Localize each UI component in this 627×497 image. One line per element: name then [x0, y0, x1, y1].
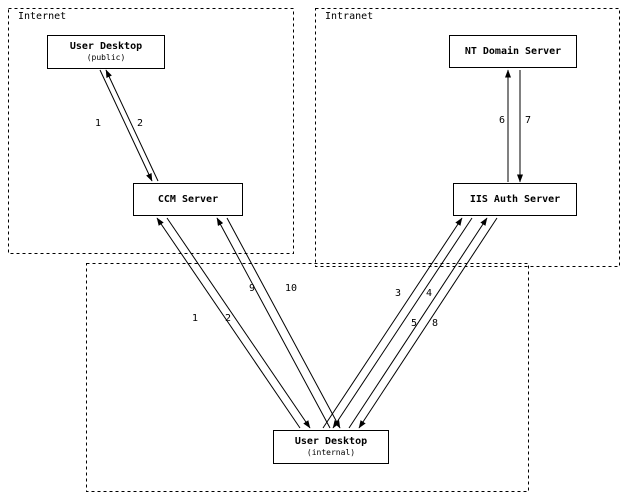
edge-label-2-public: 2	[137, 118, 144, 129]
edge-label-8: 8	[432, 318, 439, 329]
flow-3-internal-desktop-to-iis	[323, 218, 462, 428]
flow-5-internal-desktop-to-iis	[349, 218, 487, 428]
edge-label-1-internal: 1	[192, 313, 199, 324]
edge-label-9: 9	[249, 283, 256, 294]
edge-label-5: 5	[411, 318, 418, 329]
edge-label-2-internal: 2	[225, 313, 232, 324]
edge-label-4: 4	[426, 288, 433, 299]
flow-4-iis-to-internal-desktop	[333, 218, 472, 428]
flow-2-ccm-to-internal-desktop	[167, 218, 310, 428]
edge-label-7: 7	[525, 115, 532, 126]
flow-2-ccm-to-public-desktop	[106, 70, 158, 181]
edge-label-1-public: 1	[95, 118, 102, 129]
flow-9-internal-desktop-to-ccm	[217, 218, 330, 428]
node-user-desktop-internal-subtitle: (internal)	[306, 448, 356, 457]
node-user-desktop-public-title: User Desktop	[69, 41, 143, 52]
flow-10-ccm-to-internal-desktop	[227, 218, 340, 428]
node-nt-domain-server-title: NT Domain Server	[464, 45, 562, 57]
zone-label-intranet: Intranet	[325, 11, 374, 22]
node-iis-auth-server-title: IIS Auth Server	[469, 193, 561, 205]
edge-label-3: 3	[395, 288, 402, 299]
node-ccm-server-title: CCM Server	[157, 193, 219, 205]
node-user-desktop-internal[interactable]	[273, 430, 389, 464]
node-user-desktop-internal-title: User Desktop	[294, 436, 368, 447]
edge-label-10: 10	[285, 283, 298, 294]
zone-label-internet: Internet	[18, 11, 67, 22]
node-iis-auth-server[interactable]	[453, 183, 577, 216]
flow-1-public-desktop-to-ccm	[100, 70, 152, 181]
node-user-desktop-public-subtitle: (public)	[86, 53, 126, 62]
node-ccm-server[interactable]	[133, 183, 243, 216]
edge-label-6: 6	[499, 115, 506, 126]
node-user-desktop-public[interactable]	[47, 35, 165, 69]
node-nt-domain-server[interactable]	[449, 35, 577, 68]
flow-8-iis-to-internal-desktop	[359, 218, 497, 428]
